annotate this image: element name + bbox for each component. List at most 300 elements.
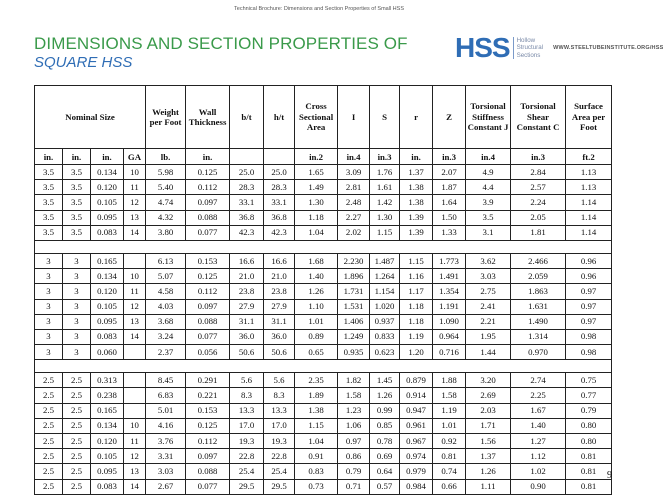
table-cell: 3.68 bbox=[146, 314, 186, 329]
table-cell: 0.165 bbox=[91, 253, 124, 268]
table-cell: 3 bbox=[63, 299, 91, 314]
spacer-cell bbox=[338, 240, 370, 253]
logo-word: Sections bbox=[516, 51, 541, 59]
table-cell: 1.731 bbox=[338, 284, 370, 299]
table-cell: 0.81 bbox=[566, 449, 612, 464]
table-cell: 1.88 bbox=[433, 373, 466, 388]
table-cell: 0.75 bbox=[566, 373, 612, 388]
table-cell: 0.65 bbox=[295, 345, 338, 360]
header-torsional-c: Torsional Shear Constant C bbox=[511, 86, 566, 149]
table-cell: 1.50 bbox=[433, 210, 466, 225]
table-cell: 1.45 bbox=[370, 373, 400, 388]
table-cell: 0.69 bbox=[370, 449, 400, 464]
logo-url: WWW.STEELTUBEINSTITUTE.ORG/HSS bbox=[553, 45, 663, 51]
spacer-cell bbox=[400, 360, 433, 373]
table-cell: 1.89 bbox=[295, 388, 338, 403]
table-cell: 2.059 bbox=[511, 269, 566, 284]
table-cell: 0.79 bbox=[566, 403, 612, 418]
header-area: Cross Sectional Area bbox=[295, 86, 338, 149]
table-cell: 0.056 bbox=[186, 345, 230, 360]
table-cell: 3.5 bbox=[63, 165, 91, 180]
table-cell: 27.9 bbox=[230, 299, 264, 314]
table-cell: 1.15 bbox=[295, 418, 338, 433]
table-cell: 0.077 bbox=[186, 479, 230, 494]
table-cell: 1.13 bbox=[566, 180, 612, 195]
table-cell: 23.8 bbox=[264, 284, 295, 299]
table-cell: 1.14 bbox=[566, 210, 612, 225]
table-cell: 2.07 bbox=[433, 165, 466, 180]
table-cell: 2.27 bbox=[338, 210, 370, 225]
table-cell: 0.095 bbox=[91, 210, 124, 225]
table-cell: 0.92 bbox=[433, 434, 466, 449]
table-cell: 1.18 bbox=[295, 210, 338, 225]
table-cell: 2.5 bbox=[63, 479, 91, 494]
spacer-cell bbox=[146, 360, 186, 373]
table-cell: 3 bbox=[63, 269, 91, 284]
table-row bbox=[35, 180, 612, 195]
table-cell: 1.27 bbox=[511, 434, 566, 449]
table-cell: 2.466 bbox=[511, 253, 566, 268]
table-cell: 1.191 bbox=[433, 299, 466, 314]
table-row bbox=[35, 225, 612, 240]
table-cell: 31.1 bbox=[264, 314, 295, 329]
table-cell: 29.5 bbox=[264, 479, 295, 494]
table-cell: 0.80 bbox=[566, 434, 612, 449]
table-cell: 1.87 bbox=[433, 180, 466, 195]
table-cell: 3.5 bbox=[63, 225, 91, 240]
unit-cell: in.3 bbox=[433, 149, 466, 165]
table-cell: 1.10 bbox=[295, 299, 338, 314]
table-cell: 4.58 bbox=[146, 284, 186, 299]
table-cell: 0.91 bbox=[295, 449, 338, 464]
table-cell: 1.65 bbox=[295, 165, 338, 180]
table-cell: 0.979 bbox=[400, 464, 433, 479]
spacer-cell bbox=[186, 360, 230, 373]
table-cell: 1.26 bbox=[370, 388, 400, 403]
table-cell: 3.5 bbox=[63, 195, 91, 210]
table-cell: 0.961 bbox=[400, 418, 433, 433]
table-cell: 1.863 bbox=[511, 284, 566, 299]
table-cell: 1.20 bbox=[400, 345, 433, 360]
table-cell: 13 bbox=[124, 314, 146, 329]
table-cell: 8.3 bbox=[264, 388, 295, 403]
table-cell: 0.74 bbox=[433, 464, 466, 479]
table-cell: 14 bbox=[124, 479, 146, 494]
table-cell: 2.03 bbox=[466, 403, 511, 418]
table-cell bbox=[124, 388, 146, 403]
table-cell: 1.95 bbox=[466, 329, 511, 344]
table-cell: 0.060 bbox=[91, 345, 124, 360]
table-cell: 3 bbox=[63, 253, 91, 268]
table-cell: 11 bbox=[124, 284, 146, 299]
table-cell: 2.69 bbox=[466, 388, 511, 403]
table-cell: 0.98 bbox=[566, 329, 612, 344]
spacer-cell bbox=[35, 240, 63, 253]
header-i: I bbox=[338, 86, 370, 149]
table-cell: 2.230 bbox=[338, 253, 370, 268]
spacer-cell bbox=[63, 360, 91, 373]
table-cell: 5.40 bbox=[146, 180, 186, 195]
table-cell bbox=[124, 373, 146, 388]
table-cell: 0.879 bbox=[400, 373, 433, 388]
table-cell: 3 bbox=[35, 314, 63, 329]
table-cell: 4.4 bbox=[466, 180, 511, 195]
unit-cell: in.3 bbox=[511, 149, 566, 165]
unit-cell: ft.2 bbox=[566, 149, 612, 165]
table-cell: 1.39 bbox=[400, 225, 433, 240]
table-cell: 50.6 bbox=[230, 345, 264, 360]
table-cell: 0.78 bbox=[370, 434, 400, 449]
spacer-cell bbox=[186, 240, 230, 253]
table-cell: 0.935 bbox=[338, 345, 370, 360]
table-cell: 0.89 bbox=[295, 329, 338, 344]
table-cell: 3.62 bbox=[466, 253, 511, 268]
table-cell: 12 bbox=[124, 195, 146, 210]
table-cell: 3 bbox=[63, 345, 91, 360]
table-cell: 0.112 bbox=[186, 434, 230, 449]
table-cell: 1.491 bbox=[433, 269, 466, 284]
table-cell: 0.105 bbox=[91, 449, 124, 464]
spacer-cell bbox=[146, 240, 186, 253]
group-spacer bbox=[35, 360, 612, 373]
table-cell: 0.964 bbox=[433, 329, 466, 344]
table-cell: 0.105 bbox=[91, 299, 124, 314]
table-cell: 1.354 bbox=[433, 284, 466, 299]
table-cell: 11 bbox=[124, 434, 146, 449]
table-cell: 2.24 bbox=[511, 195, 566, 210]
table-cell: 0.57 bbox=[370, 479, 400, 494]
table-cell: 3.24 bbox=[146, 329, 186, 344]
table-cell: 3 bbox=[35, 329, 63, 344]
spacer-cell bbox=[400, 240, 433, 253]
table-cell: 0.97 bbox=[566, 314, 612, 329]
table-cell: 1.44 bbox=[466, 345, 511, 360]
table-cell: 2.37 bbox=[146, 345, 186, 360]
table-row bbox=[35, 329, 612, 344]
table-cell: 1.12 bbox=[511, 449, 566, 464]
table-cell: 2.5 bbox=[35, 449, 63, 464]
table-cell: 11 bbox=[124, 180, 146, 195]
spacer-cell bbox=[433, 240, 466, 253]
table-cell: 0.73 bbox=[295, 479, 338, 494]
table-cell: 42.3 bbox=[230, 225, 264, 240]
table-cell: 2.57 bbox=[511, 180, 566, 195]
table-cell: 0.81 bbox=[433, 449, 466, 464]
table-cell: 0.81 bbox=[566, 479, 612, 494]
table-cell: 1.15 bbox=[370, 225, 400, 240]
table-cell: 0.105 bbox=[91, 195, 124, 210]
table-cell: 50.6 bbox=[264, 345, 295, 360]
spacer-cell bbox=[230, 240, 264, 253]
unit-cell bbox=[230, 149, 264, 165]
table-cell: 3.03 bbox=[146, 464, 186, 479]
table-cell: 1.42 bbox=[370, 195, 400, 210]
table-cell: 25.4 bbox=[264, 464, 295, 479]
header-s: S bbox=[370, 86, 400, 149]
table-cell: 0.623 bbox=[370, 345, 400, 360]
table-cell: 4.9 bbox=[466, 165, 511, 180]
table-cell: 1.264 bbox=[370, 269, 400, 284]
table-cell: 3 bbox=[35, 284, 63, 299]
table-row bbox=[35, 479, 612, 494]
table-cell: 17.0 bbox=[230, 418, 264, 433]
table-cell: 1.896 bbox=[338, 269, 370, 284]
table-cell: 0.125 bbox=[186, 269, 230, 284]
table-cell: 5.6 bbox=[264, 373, 295, 388]
table-cell: 2.02 bbox=[338, 225, 370, 240]
table-cell: 2.5 bbox=[35, 403, 63, 418]
table-cell: 0.313 bbox=[91, 373, 124, 388]
hss-logo bbox=[455, 32, 663, 64]
table-cell: 1.01 bbox=[433, 418, 466, 433]
table-cell: 1.40 bbox=[295, 269, 338, 284]
spacer-cell bbox=[466, 360, 511, 373]
table-cell: 1.490 bbox=[511, 314, 566, 329]
table-cell: 25.0 bbox=[230, 165, 264, 180]
table-cell: 0.112 bbox=[186, 284, 230, 299]
spacer-cell bbox=[91, 360, 124, 373]
table-cell: 3 bbox=[35, 269, 63, 284]
header-r: r bbox=[400, 86, 433, 149]
table-cell: 28.3 bbox=[230, 180, 264, 195]
group-spacer bbox=[35, 240, 612, 253]
table-cell: 0.967 bbox=[400, 434, 433, 449]
table-cell: 13 bbox=[124, 210, 146, 225]
table-cell: 12 bbox=[124, 449, 146, 464]
table-cell: 2.05 bbox=[511, 210, 566, 225]
table-cell: 2.25 bbox=[511, 388, 566, 403]
table-cell: 1.58 bbox=[338, 388, 370, 403]
table-cell: 0.097 bbox=[186, 195, 230, 210]
table-cell: 0.86 bbox=[338, 449, 370, 464]
table-row bbox=[35, 299, 612, 314]
table-cell: 1.82 bbox=[338, 373, 370, 388]
table-cell: 0.083 bbox=[91, 329, 124, 344]
table-cell: 0.97 bbox=[338, 434, 370, 449]
header-surface-area: Surface Area per Foot bbox=[566, 86, 612, 149]
table-row bbox=[35, 388, 612, 403]
table-cell: 0.99 bbox=[370, 403, 400, 418]
table-cell: 21.0 bbox=[230, 269, 264, 284]
table-cell: 1.81 bbox=[511, 225, 566, 240]
table-cell: 0.97 bbox=[566, 299, 612, 314]
page-subtitle: SQUARE HSS bbox=[34, 54, 133, 71]
header-z: Z bbox=[433, 86, 466, 149]
table-cell: 1.71 bbox=[466, 418, 511, 433]
spacer-cell bbox=[295, 360, 338, 373]
table-cell: 2.84 bbox=[511, 165, 566, 180]
table-cell: 19.3 bbox=[264, 434, 295, 449]
table-cell: 1.154 bbox=[370, 284, 400, 299]
table-row bbox=[35, 210, 612, 225]
table-cell: 1.090 bbox=[433, 314, 466, 329]
table-cell: 3.5 bbox=[35, 210, 63, 225]
table-cell: 0.984 bbox=[400, 479, 433, 494]
table-row bbox=[35, 464, 612, 479]
table-cell: 1.13 bbox=[566, 165, 612, 180]
unit-cell: in. bbox=[400, 149, 433, 165]
table-cell: 1.49 bbox=[295, 180, 338, 195]
table-cell: 36.8 bbox=[230, 210, 264, 225]
table-row bbox=[35, 314, 612, 329]
document-caption: Technical Brochure: Dimensions and Section Properties of Small HSS bbox=[234, 6, 404, 12]
table-cell: 21.0 bbox=[264, 269, 295, 284]
table-cell: 1.631 bbox=[511, 299, 566, 314]
table-cell: 33.1 bbox=[230, 195, 264, 210]
table-row bbox=[35, 449, 612, 464]
spacer-cell bbox=[566, 360, 612, 373]
unit-cell: GA bbox=[124, 149, 146, 165]
spacer-cell bbox=[124, 240, 146, 253]
table-cell: 3.5 bbox=[35, 195, 63, 210]
table-cell: 0.088 bbox=[186, 210, 230, 225]
table-cell: 1.37 bbox=[466, 449, 511, 464]
table-cell: 16.6 bbox=[264, 253, 295, 268]
table-cell: 13.3 bbox=[264, 403, 295, 418]
table-cell: 2.5 bbox=[35, 373, 63, 388]
unit-cell bbox=[264, 149, 295, 165]
spacer-cell bbox=[264, 240, 295, 253]
table-cell: 42.3 bbox=[264, 225, 295, 240]
unit-cell: in.3 bbox=[370, 149, 400, 165]
table-cell: 0.153 bbox=[186, 403, 230, 418]
table-row bbox=[35, 373, 612, 388]
spacer-cell bbox=[35, 360, 63, 373]
table-cell: 1.11 bbox=[466, 479, 511, 494]
table-cell: 2.5 bbox=[63, 464, 91, 479]
table-cell: 2.41 bbox=[466, 299, 511, 314]
table-cell: 0.80 bbox=[566, 418, 612, 433]
header-weight: Weight per Foot bbox=[146, 86, 186, 149]
logo-word: Structural bbox=[516, 44, 544, 52]
table-cell: 0.96 bbox=[566, 253, 612, 268]
spacer-cell bbox=[566, 240, 612, 253]
table-cell: 0.914 bbox=[400, 388, 433, 403]
unit-cell: in. bbox=[91, 149, 124, 165]
table-cell: 0.077 bbox=[186, 329, 230, 344]
table-cell: 36.8 bbox=[264, 210, 295, 225]
table-cell: 1.33 bbox=[433, 225, 466, 240]
table-cell: 1.37 bbox=[400, 165, 433, 180]
table-cell: 0.125 bbox=[186, 165, 230, 180]
table-cell: 1.04 bbox=[295, 434, 338, 449]
table-cell: 0.120 bbox=[91, 434, 124, 449]
table-cell: 0.077 bbox=[186, 225, 230, 240]
table-cell: 0.96 bbox=[566, 269, 612, 284]
table-cell: 0.97 bbox=[566, 284, 612, 299]
table-cell: 0.125 bbox=[186, 418, 230, 433]
table-cell: 0.81 bbox=[566, 464, 612, 479]
table-cell: 1.02 bbox=[511, 464, 566, 479]
table-cell: 1.19 bbox=[433, 403, 466, 418]
table-cell: 3.5 bbox=[63, 210, 91, 225]
table-cell: 1.30 bbox=[370, 210, 400, 225]
unit-cell: in. bbox=[186, 149, 230, 165]
table-cell: 2.5 bbox=[63, 418, 91, 433]
table-cell: 3.5 bbox=[35, 225, 63, 240]
table-cell: 16.6 bbox=[230, 253, 264, 268]
table-cell: 0.970 bbox=[511, 345, 566, 360]
table-cell: 0.833 bbox=[370, 329, 400, 344]
table-cell: 29.5 bbox=[230, 479, 264, 494]
unit-cell: in. bbox=[35, 149, 63, 165]
table-cell: 0.66 bbox=[433, 479, 466, 494]
table-cell: 1.39 bbox=[400, 210, 433, 225]
table-cell: 1.18 bbox=[400, 299, 433, 314]
unit-cell: in. bbox=[63, 149, 91, 165]
table-row bbox=[35, 434, 612, 449]
table-cell: 33.1 bbox=[264, 195, 295, 210]
table-cell: 3.5 bbox=[35, 180, 63, 195]
table-row bbox=[35, 284, 612, 299]
table-cell: 0.974 bbox=[400, 449, 433, 464]
table-cell: 1.15 bbox=[400, 253, 433, 268]
table-cell: 8.3 bbox=[230, 388, 264, 403]
table-row bbox=[35, 253, 612, 268]
table-cell: 0.097 bbox=[186, 299, 230, 314]
table-cell: 1.14 bbox=[566, 225, 612, 240]
table-cell: 0.716 bbox=[433, 345, 466, 360]
table-row bbox=[35, 345, 612, 360]
table-row bbox=[35, 269, 612, 284]
table-body bbox=[35, 165, 612, 495]
table-cell: 4.16 bbox=[146, 418, 186, 433]
table-cell: 1.06 bbox=[338, 418, 370, 433]
table-cell: 3.20 bbox=[466, 373, 511, 388]
header-torsional-j: Torsional Stiffness Constant J bbox=[466, 86, 511, 149]
table-cell: 1.249 bbox=[338, 329, 370, 344]
table-cell: 2.5 bbox=[63, 449, 91, 464]
table-cell: 4.74 bbox=[146, 195, 186, 210]
table-cell: 3.5 bbox=[35, 165, 63, 180]
table-cell: 1.38 bbox=[400, 180, 433, 195]
table-row bbox=[35, 165, 612, 180]
table-cell: 3 bbox=[35, 299, 63, 314]
table-cell: 1.314 bbox=[511, 329, 566, 344]
spacer-cell bbox=[295, 240, 338, 253]
table-cell bbox=[124, 345, 146, 360]
table-cell: 1.17 bbox=[400, 284, 433, 299]
table-cell: 22.8 bbox=[264, 449, 295, 464]
table-cell: 3 bbox=[35, 253, 63, 268]
table-cell bbox=[124, 403, 146, 418]
table-cell: 2.5 bbox=[35, 479, 63, 494]
unit-cell: lb. bbox=[146, 149, 186, 165]
spacer-cell bbox=[370, 360, 400, 373]
table-cell: 2.35 bbox=[295, 373, 338, 388]
table-cell: 1.58 bbox=[433, 388, 466, 403]
spacer-cell bbox=[264, 360, 295, 373]
units-row bbox=[35, 149, 612, 165]
table-cell: 1.406 bbox=[338, 314, 370, 329]
table-cell: 1.19 bbox=[400, 329, 433, 344]
unit-cell: in.4 bbox=[338, 149, 370, 165]
spacer-cell bbox=[63, 240, 91, 253]
spacer-cell bbox=[433, 360, 466, 373]
table-cell: 0.83 bbox=[295, 464, 338, 479]
table-cell: 3.9 bbox=[466, 195, 511, 210]
table-cell: 0.77 bbox=[566, 388, 612, 403]
table-cell: 12 bbox=[124, 299, 146, 314]
table-cell: 0.64 bbox=[370, 464, 400, 479]
table-cell: 1.76 bbox=[370, 165, 400, 180]
table-cell: 3.31 bbox=[146, 449, 186, 464]
table-cell: 1.26 bbox=[295, 284, 338, 299]
table-cell: 25.0 bbox=[264, 165, 295, 180]
table-cell: 0.095 bbox=[91, 464, 124, 479]
table-cell bbox=[124, 253, 146, 268]
table-cell: 4.32 bbox=[146, 210, 186, 225]
